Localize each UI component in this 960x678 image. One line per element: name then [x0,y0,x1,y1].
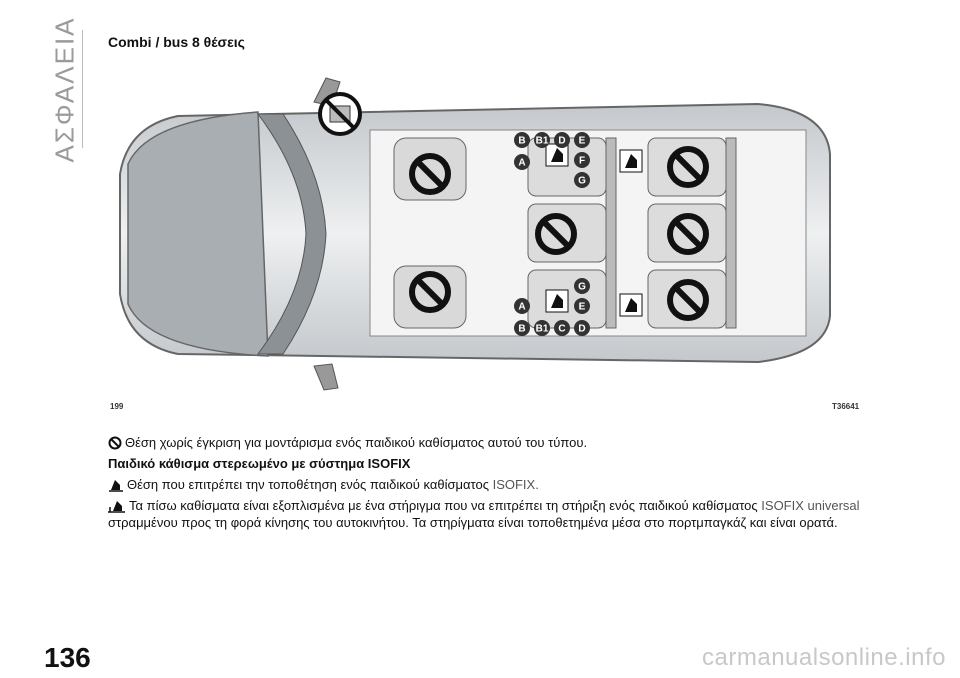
label-badge: C [558,323,566,335]
label-badge: F [578,155,586,167]
rear-text-isofix: ISOFIX universal [761,498,860,513]
label-badge: A [518,157,526,169]
label-badge: G [578,281,586,293]
isofix-legend [108,476,878,493]
prohibited-icon [108,436,122,450]
row3-backrest [726,138,736,328]
van-seating-diagram [108,54,876,414]
rear-text-start: Τα πίσω καθίσματα είναι εξοπλισμένα με ένα στήριγμα που να επιτρέπει τη στήριξη ενός παιδικού καθίσματος [129,498,762,513]
isofix-anchor-icon [108,499,126,513]
prohibited-legend [108,434,878,451]
legend-text [108,434,878,535]
row2-backrest [606,138,616,328]
section-tab [49,15,80,163]
prohibited-text: Θέση χωρίς έγκριση για μοντάρισμα ενός παιδικού καθίσματος αυτού του τύπου. [125,435,588,450]
label-badge: D [558,135,566,147]
label-badge: G [578,175,586,187]
isofix-heading: Παιδικό κάθισμα στερεωμένο με σύστημα ISOFIX [108,456,411,471]
rear-seats-legend [108,497,878,531]
isofix-text: Θέση που επιτρέπει την τοποθέτηση ενός παιδικού καθίσματος [127,477,493,492]
label-badge: D [578,323,586,335]
section-title: Combi / bus 8 θέσεις [108,34,245,50]
label-badge: E [578,301,586,313]
watermark: carmanualsonline.info [702,644,946,671]
van-hood [128,112,268,356]
airbag-warning-icon [320,94,360,134]
isofix-word: ISOFIX. [492,477,539,492]
figure-code: T36641 [832,402,860,411]
isofix-seat-small-icon [108,478,124,492]
isofix-seat-icon [620,294,642,316]
label-badge: B1 [535,323,549,335]
label-badge: B1 [535,135,549,147]
label-badge: B [518,135,526,147]
rear-text-end: στραμμένου προς τη φορά κίνησης του αυτοκινήτου. Τα στηρίγματα είναι τοποθετημένα μέσα στο πορτμπαγκάζ και είναι ορατά. [108,515,838,530]
label-badge: E [578,135,586,147]
section-label: ΑΣΦΑΛΕΙΑ [49,15,80,163]
page-number: 136 [44,642,91,673]
van-illustration [108,54,876,404]
figure-number: 199 [110,402,124,411]
section-divider [82,30,83,148]
label-badge: A [518,301,526,313]
label-badge: B [518,323,526,335]
isofix-seat-icon [546,290,568,312]
isofix-seat-icon [620,150,642,172]
right-mirror [314,364,338,390]
